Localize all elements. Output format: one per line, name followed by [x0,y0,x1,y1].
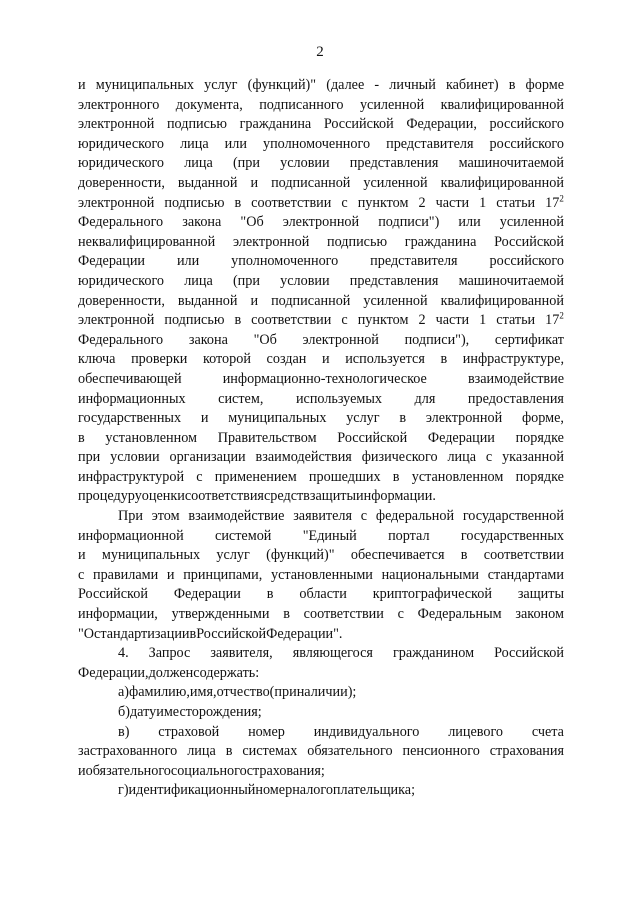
word: электронной [425,410,503,427]
word: с [360,508,368,525]
text-line [78,468,564,488]
word: счета [531,723,564,740]
word: криптографической [372,586,492,603]
word: средств [263,488,310,505]
word: усиленной [359,96,425,113]
word: в [440,351,448,368]
text-line [78,311,564,331]
word: доверенности, [78,292,165,309]
word: при [78,449,101,466]
word: соответствии [251,194,332,211]
word: машиночитаемой [458,272,564,289]
word: "Единый [302,527,357,544]
word: или [224,135,247,152]
word: прошедших [308,468,381,485]
word: индивидуального [313,723,420,740]
text-line [78,762,564,782]
word: выданной [177,292,238,309]
word: процедуру [78,488,142,505]
word: взаимодействие [188,508,285,525]
text-line [78,723,564,743]
word: доверенности, [78,174,165,191]
word: информации. [356,488,436,505]
text-line [78,742,564,762]
word: стандартизации [94,625,190,642]
text-line [78,448,564,468]
word: заявителя [293,508,353,525]
word: лицевого [448,723,504,740]
word: указанной [502,449,564,466]
word: Федерации, [406,116,477,133]
word: отчество [216,684,270,701]
word: Федерации [173,586,241,603]
word: порядке [515,429,564,446]
word: электронной [232,233,310,250]
word: Федерации [427,429,495,446]
word: место [163,704,199,720]
word: порядке [515,468,564,485]
word: в [399,410,407,427]
word: области [299,586,347,603]
word: (функций)" [266,547,335,564]
word: пунктом [357,312,409,329]
word: "Об [253,331,277,348]
word: представителя [370,253,458,270]
word: электронной [78,312,155,329]
text-line [78,292,564,312]
word: условии [280,272,330,289]
word: Запрос [148,645,191,662]
word: лица [184,155,213,172]
word: с [485,449,493,466]
word: закона [182,214,222,231]
word: в [283,606,290,623]
word: и [200,410,209,427]
word: государственных [460,527,564,544]
word: применением [214,468,297,485]
word: социального [170,762,247,779]
word: юридического [78,272,165,289]
word: законом [515,606,564,623]
word: условии [110,449,160,466]
word: Российской [196,625,267,642]
word: принципами, [183,566,263,583]
word: застрахованного [78,743,178,760]
text-line [78,135,564,155]
word: закона [188,331,228,348]
word: усиленной [363,292,428,309]
word: системах [242,743,298,760]
word: в [460,547,468,564]
word: идентификационный [128,782,256,799]
word: (далее [326,77,365,93]
word: страховой [158,723,220,740]
word: этом [151,508,180,525]
text-line [78,566,564,586]
word: "Об [240,214,264,231]
word: статьи [496,194,536,211]
word: электронной [302,331,379,348]
word: информационных [78,390,186,407]
word: форме [525,77,564,93]
word: электронной [78,116,155,133]
text-line [78,154,564,174]
text-line [78,194,564,214]
word: Федерации". [266,625,343,642]
word: и [322,351,330,368]
word: статьи [496,312,536,329]
word: с [341,194,348,211]
word: муниципальных [95,77,194,93]
word: б) [118,704,130,720]
word: (функций)" [247,77,317,93]
word: заявителя, [210,645,273,662]
word: "О [78,625,95,642]
word: Федерального [78,214,164,231]
word: и [78,77,86,93]
text-line [78,115,564,135]
page-number: 2 [316,44,324,60]
word: содержать: [193,664,260,681]
word: правилами [93,566,159,583]
word: налогоплательщика; [292,782,416,799]
word: уполномоченного [231,253,339,270]
word: систем, [218,390,264,407]
text-line [78,390,564,410]
word: установленном [411,468,504,485]
word: квалифицированной [440,96,564,113]
word: подписью [327,233,388,250]
word: установленными [270,566,373,583]
text-line [78,605,564,625]
word: в [266,586,274,603]
word: подписанной [271,174,351,191]
word: в) [118,723,130,740]
word: или [176,253,200,270]
word: имя, [189,684,217,701]
word: страхования; [246,762,325,779]
word: обеспечивается [350,547,445,564]
word: российского [489,116,564,133]
text-line [78,664,564,684]
word: взаимодействие [467,370,564,387]
word: и [250,174,259,191]
text-line [78,429,564,449]
text-line [78,76,564,96]
word: и [156,704,164,720]
word: информационно-технологическое [222,370,427,387]
text-line [78,487,564,507]
word: лица [180,135,209,152]
word: организации [169,449,246,466]
word: Российской [323,116,394,133]
text-line [78,585,564,605]
word: При [118,508,143,525]
word: информации, [78,606,158,623]
word: установленном [105,429,198,446]
word: являющегося [292,645,373,662]
word: и [78,547,86,564]
word: используется [345,351,425,368]
word: защиты [517,586,564,603]
text-line [78,781,564,801]
word: подписи"), [404,331,470,348]
word: в [234,194,242,211]
word: 2 [418,312,426,329]
text-line [78,213,564,233]
word: инфраструктурой [78,468,185,485]
word: ключа [78,351,116,368]
word: Российской [337,429,408,446]
word: пунктом [357,194,409,211]
word: документа, [175,96,243,113]
word: квалифицированной [440,292,564,309]
word: форме, [521,410,564,427]
word: защиты [309,488,357,505]
word: услуг [204,77,238,93]
word: 2 [418,194,426,211]
word: пенсионного [402,743,480,760]
word: Федерального [78,331,164,348]
word: в [225,743,233,760]
word: услуг [216,547,250,564]
text-line [78,546,564,566]
word: а) [118,684,130,701]
word: дату [129,704,157,720]
word: Российской [494,233,564,250]
text-line [78,272,564,292]
word: утвержденными [171,606,270,623]
word: и [166,566,175,583]
word: представления [349,272,439,289]
word: уполномоченного [262,135,371,152]
word: Федеральным [417,606,502,623]
word: услуг [346,410,380,427]
word: и [78,762,86,779]
word: электронного [78,96,160,113]
word: представления [349,155,439,172]
word: личный [389,77,436,93]
word: номер [255,782,293,799]
word: взаимодействия [255,449,352,466]
word: и [250,292,259,309]
word: подписанного [259,96,344,113]
word: $17^2$ [545,192,564,211]
text-line [78,252,564,272]
word: предоставления [467,390,564,407]
word: части [435,194,470,211]
word: системой [215,527,272,544]
word: неквалифицированной [78,233,216,250]
word: $17^2$ [545,310,564,329]
text-line [78,507,564,527]
word: с [196,468,203,485]
text-line [78,409,564,429]
text-line [78,703,564,723]
word: условии [280,155,330,172]
word: фамилию, [129,684,190,701]
word: юридического [78,135,165,152]
word: подписи") [378,214,440,231]
word: лица [447,449,477,466]
word: (при [232,272,260,289]
word: представителя [386,135,474,152]
text-line [78,331,564,351]
word: российского [489,135,564,152]
word: в [189,625,197,642]
word: государственной [462,508,564,525]
word: в [392,468,400,485]
word: подписью [164,312,225,329]
word: соответствии [251,312,332,329]
word: оценки [141,488,185,505]
word: подписанной [271,292,351,309]
text-line [78,683,564,703]
word: г) [118,782,129,799]
word: Федерации [78,253,146,270]
word: Российской [494,645,564,662]
word: должен [148,664,194,681]
word: Правительством [217,429,317,446]
word: для [414,390,436,407]
word: кабинет) [445,77,499,93]
word: юридического [78,155,165,172]
word: усиленной [363,174,428,191]
word: обеспечивающей [78,370,182,387]
word: лица [184,272,213,289]
word: электронной [78,194,155,211]
word: 1 [479,312,487,329]
word: Федерации, [78,664,149,681]
word: соответствия [184,488,264,505]
word: электронной [282,214,360,231]
word: соответствии [303,606,384,623]
word: части [435,312,470,329]
text-line [78,644,564,664]
word: национальными [381,566,480,583]
word: обязательного [307,743,393,760]
word: в [78,429,85,446]
word: рождения; [198,704,262,720]
word: проверки [131,351,188,368]
text-line [78,625,564,645]
word: муниципальных [228,410,327,427]
document-body [78,76,564,801]
word: подписью [164,194,225,211]
word: обязательного [85,762,171,779]
word: выданной [177,174,238,191]
text-line [78,527,564,547]
word: информационной [78,527,184,544]
word: используемых [295,390,382,407]
word: - [374,77,380,93]
text-line [78,96,564,116]
word: федеральной [375,508,455,525]
word: в [508,77,516,93]
word: российского [489,253,564,270]
word: (при [232,155,260,172]
word: портал [388,527,430,544]
word: гражданина [404,233,477,250]
text-line [78,233,564,253]
word: сертификат [494,331,564,348]
word: усиленной [499,214,564,231]
word: 4. [118,645,129,662]
word: создан [266,351,307,368]
word: с [341,312,348,329]
word: муниципальных [101,547,201,564]
word: страхования [489,743,564,760]
word: машиночитаемой [458,155,564,172]
word: 1 [479,194,487,211]
text-line [78,350,564,370]
word: физического [361,449,438,466]
word: государственных [78,410,182,427]
word: или [458,214,481,231]
word: инфраструктуре, [462,351,564,368]
word: с [78,566,85,583]
text-line [78,174,564,194]
word: в [234,312,242,329]
word: гражданина [239,116,312,133]
word: наличии); [296,684,357,701]
word: гражданином [392,645,475,662]
word: соответствии [483,547,564,564]
word: подписью [166,116,228,133]
word: Российской [78,586,148,603]
text-line [78,370,564,390]
word: (при [269,684,297,701]
word: стандартами [487,566,564,583]
word: с [397,606,404,623]
word: квалифицированной [440,174,564,191]
word: которой [202,351,251,368]
word: номер [248,723,285,740]
word: лица [187,743,216,760]
